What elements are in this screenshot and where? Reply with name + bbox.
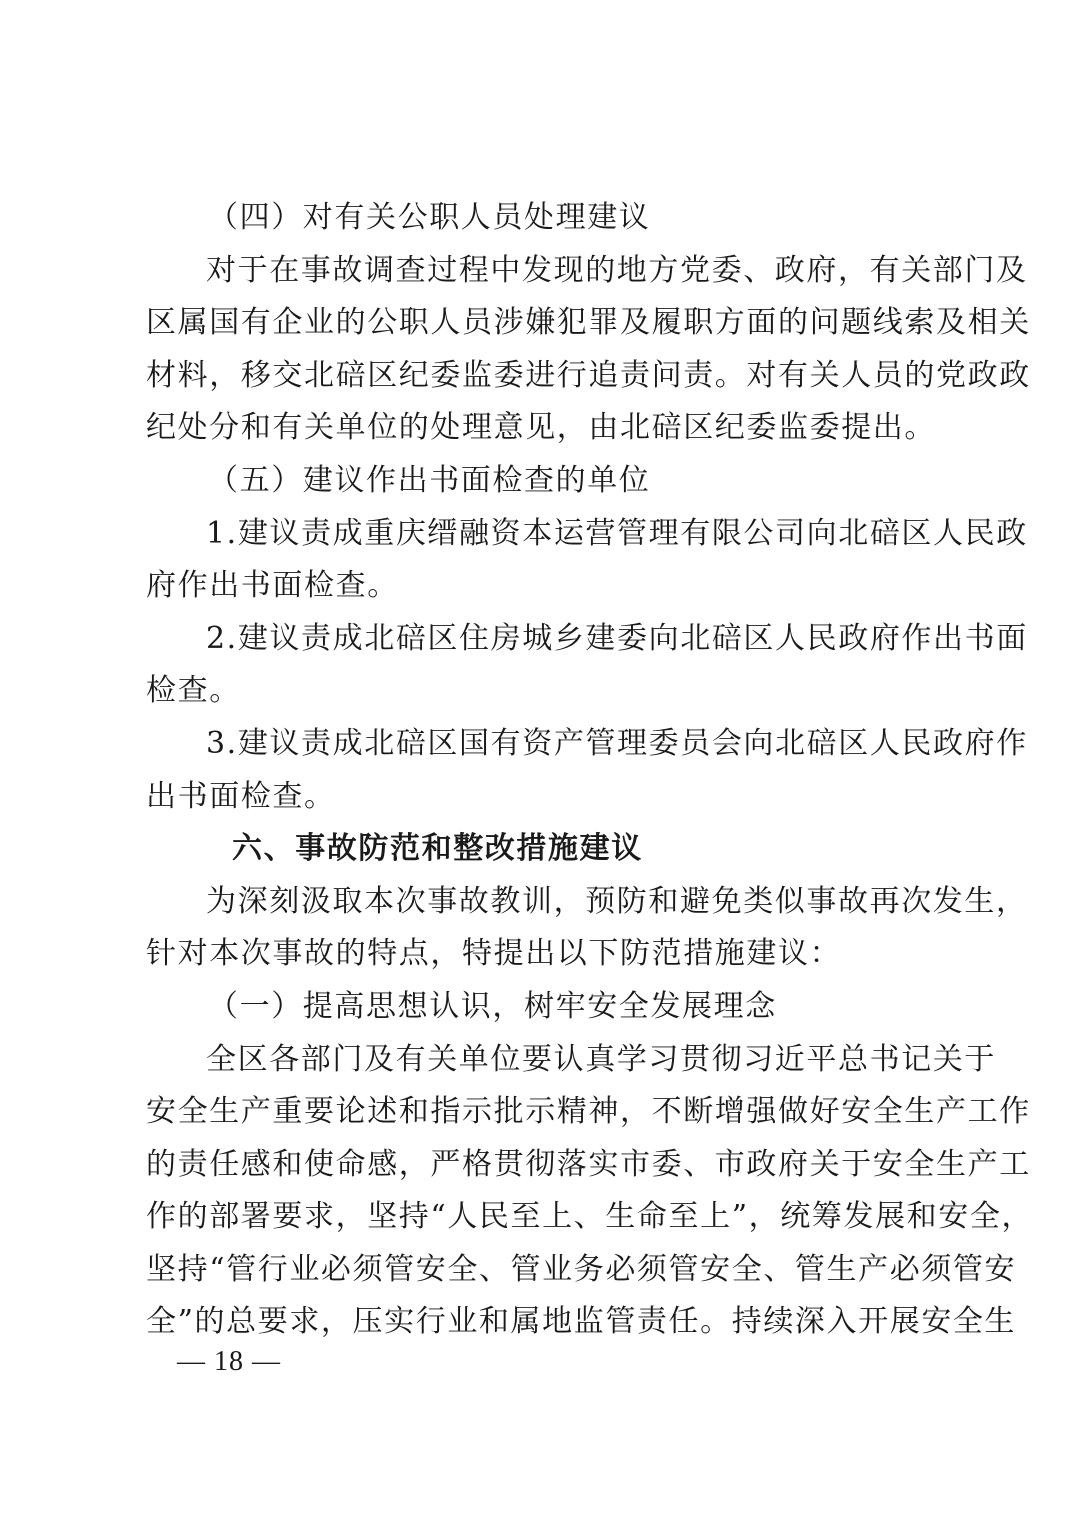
paragraph-line: 坚持“管行业必须管安全、管业务必须管安全、管生产必须管安 <box>146 1251 1017 1287</box>
paragraph-line: 全”的总要求，压实行业和属地监管责任。持续深入开展安全生 <box>146 1304 1017 1340</box>
paragraph-line: 区属国有企业的公职人员涉嫌犯罪及履职方面的问题线索及相关 <box>146 305 1031 341</box>
list-item-3: 3.建议责成北碚区国有资产管理委员会向北碚区人民政府作 <box>206 725 1028 761</box>
paragraph-line: 全区各部门及有关单位要认真学习贯彻习近平总书记关于 <box>206 1041 996 1077</box>
paragraph-line: 的责任感和使命感，严格贯彻落实市委、市政府关于安全生产工 <box>146 1146 1031 1182</box>
page-number: — 18 — <box>177 1346 281 1377</box>
chapter-heading-6: 六、事故防范和整改措施建议 <box>232 831 643 867</box>
list-item-3-continued: 出书面检查。 <box>146 778 336 814</box>
document-body <box>146 192 1034 1349</box>
paragraph-line: 作的部署要求，坚持“人民至上、生命至上”，统筹发展和安全， <box>146 1199 1034 1235</box>
paragraph-line: 安全生产重要论述和指示批示精神，不断增强做好安全生产工作 <box>146 1094 1031 1130</box>
list-item-2-continued: 检查。 <box>146 673 241 709</box>
list-item-1: 1.建议责成重庆缙融资本运营管理有限公司向北碚区人民政 <box>206 515 1028 551</box>
paragraph-line: 针对本次事故的特点，特提出以下防范措施建议： <box>146 936 842 972</box>
section-heading-5: （五）建议作出书面检查的单位 <box>208 462 651 498</box>
list-item-1-continued: 府作出书面检查。 <box>146 568 399 604</box>
paragraph-line: 材料，移交北碚区纪委监委进行追责问责。对有关人员的党政政 <box>146 357 1031 393</box>
paragraph-line: 纪处分和有关单位的处理意见，由北碚区纪委监委提出。 <box>146 410 936 446</box>
list-item-2: 2.建议责成北碚区住房城乡建委向北碚区人民政府作出书面 <box>206 620 1028 656</box>
section-heading-4: （四）对有关公职人员处理建议 <box>208 200 651 235</box>
section-heading-1: （一）提高思想认识，树牢安全发展理念 <box>208 988 777 1024</box>
paragraph-line: 对于在事故调查过程中发现的地方党委、政府，有关部门及 <box>206 252 1028 288</box>
paragraph-line: 为深刻汲取本次事故教训，预防和避免类似事故再次发生， <box>206 883 1028 919</box>
